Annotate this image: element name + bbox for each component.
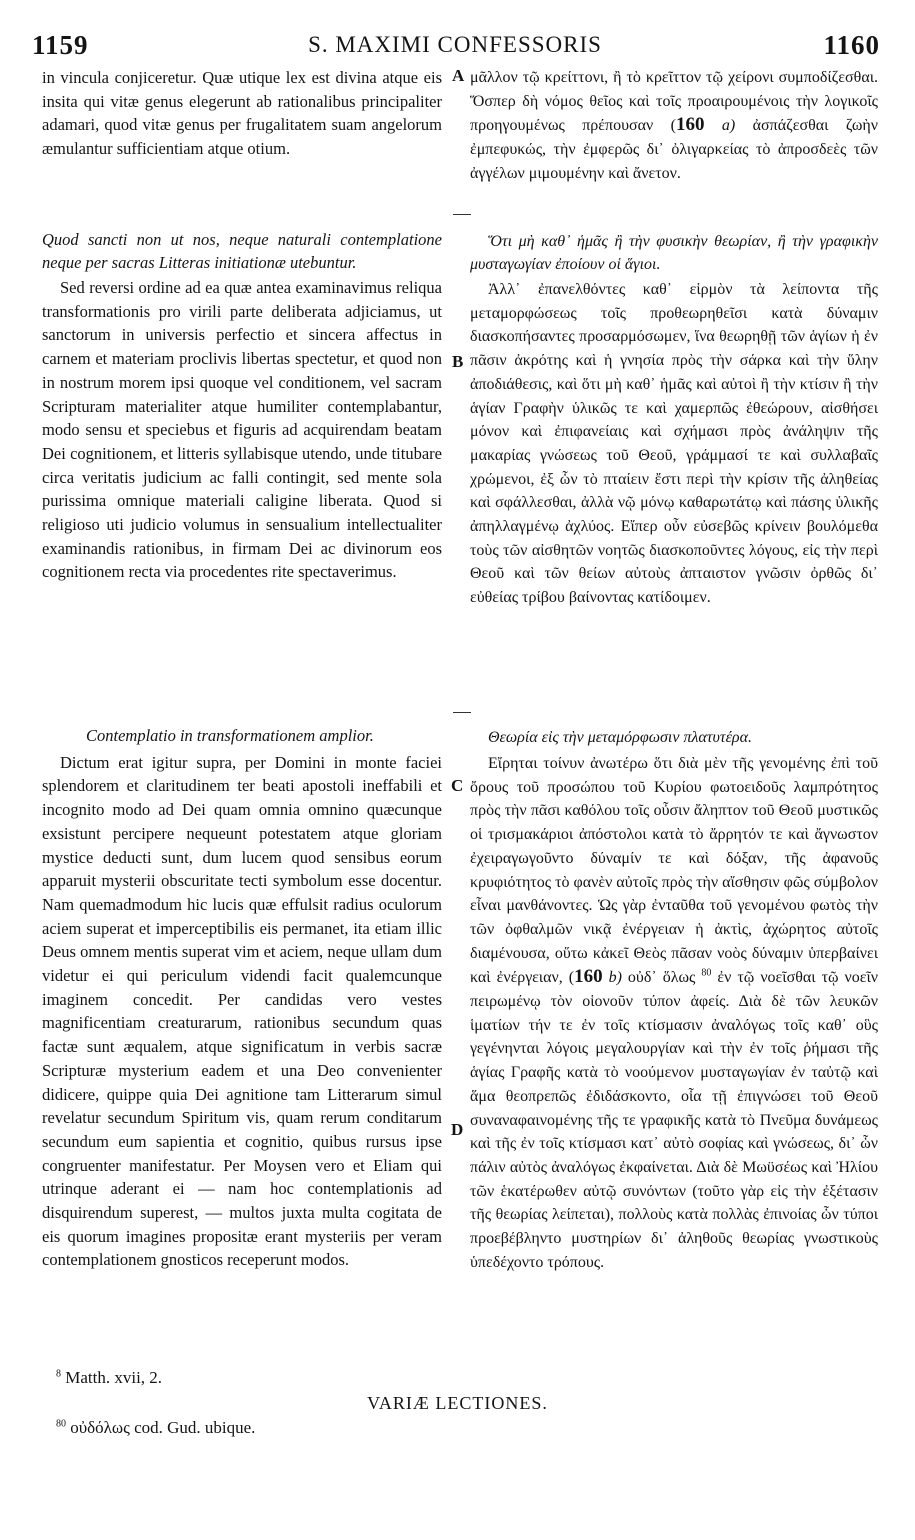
footnote [56, 1368, 162, 1388]
footnote-mark: 8 [56, 1368, 61, 1380]
greek-block-1 [470, 66, 878, 186]
latin-block-3 [42, 724, 442, 1272]
greek-paragraph-3-b: οὐδ᾽ ὅλως [627, 969, 696, 987]
footnote-text: Matth. xvii, 2. [65, 1368, 163, 1387]
page-number-right: 1160 [823, 30, 880, 60]
greek-block-3 [470, 726, 878, 1274]
page-header [30, 30, 880, 64]
variae-lectiones-text: οὐδόλως cod. Gud. ubique. [70, 1418, 256, 1437]
latin-block-2 [42, 228, 442, 584]
latin-block-1 [42, 66, 442, 161]
greek-heading-3: Θεωρία εἰς τὴν μεταμόρφωσιν πλατυτέρα. [488, 729, 752, 746]
latin-heading-2: Quod sancti non ut nos, neque naturali contemplatione neque per sacras Litteras initiationæ utebuntur. [42, 230, 442, 272]
greek-paragraph-2: Ἀλλ᾽ ἐπανελθόντες καθ᾽ εἱρμὸν τὰ λείποντα τῆς μεταμορφώσεως τοῖς προθεωρηθεῖσι κατὰ δύναμιν διασκοπήσαντες προσαρμόσωμεν, ἵνα θεωρηθῇ τῶν ἁγίων ἡ ἐν πᾶσιν ἀκρότης καὶ ἡ γνησία πρὸς τὴν σάρκα καὶ τὴν ὕλην ἀποδιάθεσις, καὶ ὅτι μὴ καθ᾽ ἡμᾶς καὶ αὐτοὶ ἢ τὴν κτίσιν ἢ τὴν ἁγίαν Γραφὴν ὑλικῶς τε καὶ χαμερπῶς ἐθεώρουν, αἰσθήσει μόνον καὶ ἐπιφανείαις καὶ σχήμασι πρὸς ἀνάληψιν τῆς μακαρίας γνώσεως τοῦ Θεοῦ, γράμμασί τε καὶ συλλαβαῖς χρώμενοι, ἐξ ὧν τὸ πταίειν ἔστι περὶ τὴν κρίσιν τῆς ἀληθείας καὶ σφάλλεσθαι, ἀλλὰ νῷ μόνῳ καθαρωτάτῳ καὶ πάσης ὑλικῆς ἀπηλλαγμένῳ ἀχλύος. Εἴπερ οὖν εὐσεβῶς κρίνειν βουλόμεθα τοὺς τῶν αἰσθητῶν νοητῶς διασκοποῦντες λόγους, εἰς τὴν περὶ Θεοῦ καὶ τῶν θείων αὐτοὺς ἀπταιστον γνῶσιν ὀρθῶς δι᾽ εὐθείας τρίβου βαίνοντας κατίδοιμεν. [470, 281, 878, 607]
note-reference-80: 80 [701, 968, 712, 979]
column-letter-b: b) [608, 969, 622, 987]
column-number-160a: 160 [675, 114, 705, 136]
variae-lectiones-mark: 80 [56, 1418, 66, 1430]
greek-paragraph-1: μᾶλλον τῷ κρείττονι, ἢ τὸ κρεῖττον τῷ χείρονι συμποδίζεσθαι. Ὅσπερ δὴ νόμος θεῖος καὶ τοῖς προαιρουμένοις τὴν λογικοῖς προηγουμένως πρέπουσαν (160 a) ἀσπάζεσθαι ζωὴν ἐμπεφυκώς, τὴν ἐμφερῶς δι᾽ ὀλιγαρκείας τὸ ἀπροσδεὲς τῶν ἀγγέλων μιμουμένην καὶ ἄνετον. [470, 69, 878, 182]
greek-block-2 [470, 230, 878, 610]
variae-lectiones-heading: VARIÆ LECTIONES. [367, 1393, 548, 1413]
greek-heading-2: Ὅτι μὴ καθ᾽ ἡμᾶς ἢ τὴν φυσικὴν θεωρίαν, ἢ τὴν γραφικὴν μυσταγωγίαν ἐποίουν οἱ ἅγιοι. [470, 233, 878, 273]
running-title: S. MAXIMI CONFESSORIS [308, 32, 602, 57]
margin-letter-a: A [452, 66, 465, 85]
page-number-left: 1159 [32, 30, 89, 60]
column-letter-a: a) [721, 117, 736, 135]
greek-paragraph-1-b: ἀσπάζεσθαι ζωὴν ἐμπεφυκώς, τὴν ἐμφερῶς δι᾽ ὀλιγαρκείας τὸ ἀπροσδεὲς τῶν ἀγγέλων μιμουμένην καὶ ἄνετον. [470, 117, 878, 182]
latin-paragraph-2: Sed reversi ordine ad ea quæ antea examinavimus reliqua transformationis pro virili parte deliberata adjiciamus, ut sanctorum in universis perfectio et sincera affectus in carnem et materiam proclivis libertas spectetur, et quod non in nostrum morem ipsi quoque vel conditionem, vel sacram Scripturam materialiter atque humiliter contemplabantur, modo sensu et speciebus et figuris ad acquirendam beatam Dei cognitionem, et litteris syllabisque utendo, unde titubare circa veritatis judicium ac falli contingit, sed mente sola purissima omnique materiali caligine liberata. Quod si religioso uti judicio volumus in sensualium intellectualiter examinandis rationibus, in firmam Dei ac divinorum eos cognitionem recta via procedentes rite spectaverimus. [42, 278, 442, 582]
greek-paragraph-3-c: ἐν τῷ νοεῖσθαι τῷ νοεῖν πειρωμένῳ τὸν οἱονοῦν τύπον ἀφείς. Διὰ δὲ τῶν λευκῶν ἱματίων τήν τε ἐν τοῖς κτίσμασιν ἀναλόγως τοῖς καθ᾽ οὓς γεγένηνται λόγοις μεγαλουργίαν καὶ τὴν ἐν τοῖς ῥήμασι τῆς ἁγίας Γραφῆς κατὰ τὸ νοούμενον μυσταγωγίαν ἐν ταὐτῷ καὶ ἅμα θεοπρεπῶς ἐδιδάσκοντο, οἷα τῇ ἐπιγνώσει τοῦ Θεοῦ συναναφαινομένης τῆς τε γραφικῆς κατὰ τὸ Πνεῦμα δυνάμεως καὶ τῆς ἐν τοῖς κτίσμασι κατ᾽ αὐτὸ σοφίας καὶ γνώσεως, δι᾽ ὧν πάλιν αὐτὸς ἀναλόγως ἐκφαίνεται. Διὰ δὲ Μωϋσέως καὶ Ἠλίου τῶν ἑκατέρωθεν αὐτῷ συνόντων (τοῦτο γὰρ εἰς τὴν ἐξέτασιν τῆς θεωρίας λείπεται), πολλοὺς κατὰ πολλὰς ἐπινοίας ὧν τύποι προεβέβληντο μυστηρίων δι᾽ ἀληθοῦς θεωρίας γνωστικοὺς ὑπεδέχοντο τρόπους. [470, 969, 879, 1271]
section-rule-2 [453, 712, 471, 713]
margin-letter-c: C [451, 776, 464, 795]
column-number-160b: 160 [574, 966, 603, 988]
greek-paragraph-3-a: Εἴρηται τοίνυν ἀνωτέρω ὅτι διὰ μὲν τῆς γενομένης ἐπὶ τοῦ ὄρους τοῦ προσώπου τοῦ Κυρίου φωτοειδοῦς λαμπρότητος πρὸς τὴν πᾶσι καθόλου τοῖς οὖσιν ἄληπτον τοῦ Θεοῦ μυστικῶς οἱ τρισμακάριοι ἀπόστολοι κατὰ τὸ ἄρρητόν τε καὶ ἄγνωστον ἐχειραγωγοῦντο δύναμίν τε καὶ δόξαν, τῆς ἀφανοῦς κρυφιότητος τὸ φανὲν αὐτοῖς πρὸς τὴν αἴσθησιν φῶς σύμβολον εἶναι μανθάνοντες. Ὡς γὰρ ἐνταῦθα τοῦ γενομένου φωτὸς τὴν τῶν ὀφθαλμῶν νικᾷ ἐνέργειαν ἡ ἀκτὶς, ἀχώρητος αὐτοῖς διαμένουσα, οὕτω κἀκεῖ Θεὸς πᾶσαν νοὸς δύναμιν ὑπερβαίνει καὶ ἐνέργειαν, [470, 755, 878, 987]
margin-letter-d: D [451, 1120, 464, 1139]
latin-heading-3: Contemplatio in transformationem amplior. [86, 726, 374, 745]
greek-paragraph-1-a: μᾶλλον τῷ κρείττονι, ἢ τὸ κρεῖττον τῷ χείρονι συμποδίζεσθαι. Ὅσπερ δὴ νόμος θεῖος καὶ τοῖς προαιρουμένοις τὴν λογικοῖς προηγουμένως πρέπουσαν [470, 69, 878, 135]
section-rule-1 [453, 214, 471, 215]
margin-letter-b: B [452, 352, 464, 371]
latin-paragraph-1: in vincula conjiceretur. Quæ utique lex est divina atque eis insita qui vitæ genus elegerunt ab rationalibus principaliter adamari, quod vitæ genus per frugalitatem suam angelorum æmulantur sufficientiam atque otium. [42, 68, 442, 159]
greek-paragraph-3: Εἴρηται τοίνυν ἀνωτέρω ὅτι διὰ μὲν τῆς γενομένης ἐπὶ τοῦ ὄρους τοῦ προσώπου τοῦ Κυρίου φωτοειδοῦς λαμπρότητος πρὸς τὴν πᾶσι καθόλου τοῖς οὖσιν ἄληπτον τοῦ Θεοῦ μυστικῶς οἱ τρισμακάριοι ἀπόστολοι κατὰ τὸ ἄρρητόν τε καὶ ἄγνωστον ἐχειραγωγοῦντο δύναμίν τε καὶ δόξαν, τῆς ἀφανοῦς κρυφιότητος τὸ φανὲν αὐτοῖς πρὸς τὴν αἴσθησιν φῶς σύμβολον εἶναι μανθάνοντες. Ὡς γὰρ ἐνταῦθα τοῦ γενομένου φωτὸς τὴν τῶν ὀφθαλμῶν νικᾷ ἐνέργειαν ἡ ἀκτὶς, ἀχώρητος αὐτοῖς διαμένουσα, οὕτω κἀκεῖ Θεὸς πᾶσαν νοὸς δύναμιν ὑπερβαίνει καὶ ἐνέργειαν, (160 b) οὐδ᾽ ὅλως $^{80}$ ἐν τῷ νοεῖσθαι τῷ νοεῖν πειρωμένῳ τὸν οἱονοῦν τύπον ἀφείς. Διὰ δὲ τῶν λευκῶν ἱματίων τήν τε ἐν τοῖς κτίσμασιν ἀναλόγως τοῖς καθ᾽ οὓς γεγένηνται λόγοις μεγαλουργίαν καὶ τὴν ἐν τοῖς ῥήμασι τῆς ἁγίας Γραφῆς κατὰ τὸ νοούμενον μυσταγωγίαν ἐν ταὐτῷ καὶ ἅμα θεοπρεπῶς ἐδιδάσκοντο, οἷα τῇ ἐπιγνώσει τοῦ Θεοῦ συναναφαινομένης τῆς τε γραφικῆς κατὰ τὸ Πνεῦμα δυνάμεως καὶ τῆς ἐν τοῖς κτίσμασι κατ᾽ αὐτὸ σοφίας καὶ γνώσεως, δι᾽ ὧν πάλιν αὐτὸς ἀναλόγως ἐκφαίνεται. Διὰ δὲ Μωϋσέως καὶ Ἠλίου τῶν ἑκατέρωθεν αὐτῷ συνόντων (τοῦτο γὰρ εἰς τὴν ἐξέτασιν τῆς θεωρίας λείπεται), πολλοὺς κατὰ πολλὰς ἐπινοίας ὧν τύποι προεβέβληντο μυστηρίων δι᾽ ἀληθοῦς θεωρίας γνωστικοὺς ὑπεδέχοντο τρόπους. [470, 755, 879, 1271]
variae-lectiones-note [56, 1418, 255, 1438]
latin-paragraph-3: Dictum erat igitur supra, per Domini in monte faciei splendorem et claritudinem ter beati apostoli ineffabili et incognito modo ad Dei quam omnia omnino quæcunque exsistunt percipere nequeunt potestatem atque gloriam mystice deducti sunt, dum lucem quod sensibus eorum apparuit mysterii obscuritate tecti symbolum esse docentur. Nam quemadmodum hic lucis quæ effulsit radius oculorum aciem superat et imperceptibilis eis permanet, ita etiam illic Deus omnem mentis superat vim et aciem, neque ullam dum videtur ei qui periculum videndi facit qualemcunque imaginem concedit. Per candidas vero vestes magnificentiam creaturarum, rationibus secundum quas factæ sunt æqualem, atque significatum in verbis sacræ Scripturæ mysterium eadem et una Deo convenienter didicere, quippe quia Dei agnitione tam Litterarum simul revelatur secundum Spiritum vis, quam rerum conditarum secundum eum sapientia et cognitio, quibus rursus ipse congruenter manifestatur. Per Moysen vero et Eliam qui utrinque aderant ei — nam hoc contemplationis ad disquirendum superest, — multos juxta multa cogitata de eis quorum imagines propositæ erant mysteriis per veram contemplationem gnosticos receperunt modos. [42, 752, 442, 1270]
